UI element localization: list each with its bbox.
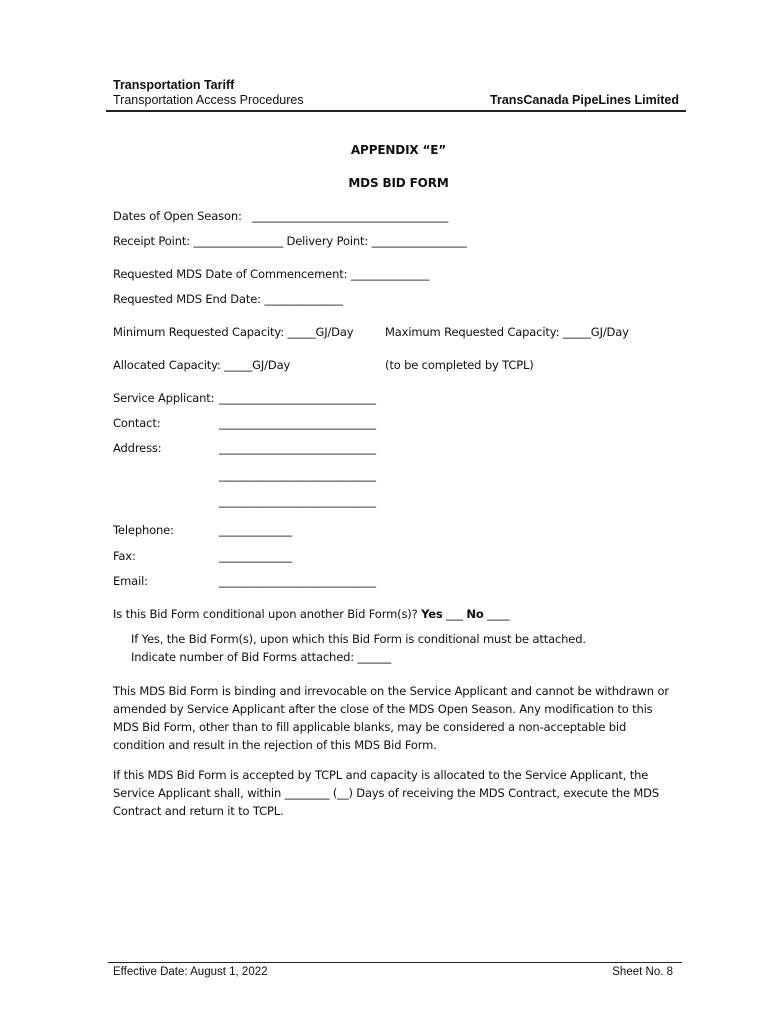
form-title: MDS BID FORM (348, 176, 449, 190)
service-applicant-blank[interactable]: ____________________________ (219, 391, 376, 405)
company-name: TransCanada PipeLines Limited (490, 93, 679, 107)
tcpl-note: (to be completed by TCPL) (385, 358, 534, 372)
effective-date: Effective Date: August 1, 2022 (113, 966, 268, 978)
max-capacity-field[interactable]: Maximum Requested Capacity: _____GJ/Day (385, 325, 629, 339)
telephone-label: Telephone: (113, 523, 174, 537)
fax-blank[interactable]: _____________ (219, 549, 292, 563)
header-rule (106, 110, 686, 112)
end-date-field[interactable]: Requested MDS End Date: ______________ (113, 292, 343, 306)
fax-label: Fax: (113, 549, 136, 563)
bid-forms-attached-field[interactable]: Indicate number of Bid Forms attached: ______ (131, 650, 392, 664)
tariff-title: Transportation Tariff (113, 78, 235, 92)
footer-rule (108, 962, 682, 963)
no-blank[interactable]: ____ (483, 607, 510, 621)
address-blank-3[interactable]: ____________________________ (219, 494, 376, 508)
service-applicant-label: Service Applicant: (113, 391, 215, 405)
address-blank-2[interactable]: ____________________________ (219, 468, 376, 482)
telephone-blank[interactable]: _____________ (219, 523, 292, 537)
commencement-date-field[interactable]: Requested MDS Date of Commencement: ______________ (113, 267, 430, 281)
contact-label: Contact: (113, 416, 161, 430)
yes-blank[interactable]: ___ (442, 607, 467, 621)
tariff-subtitle: Transportation Access Procedures (113, 93, 304, 107)
address-blank-1[interactable]: ____________________________ (219, 441, 376, 455)
contact-blank[interactable]: ____________________________ (219, 416, 376, 430)
conditional-question-text: Is this Bid Form conditional upon another Bid Form(s)? (113, 607, 422, 621)
yes-option: Yes (421, 607, 443, 621)
acceptance-paragraph: If this MDS Bid Form is accepted by TCPL and capacity is allocated to the Service Applicant, the Service Applicant shall, within ________ (__) Days of receiving the MDS Contract, execute the MDS Contract and return it to TCPL. (113, 768, 660, 818)
allocated-capacity-field[interactable]: Allocated Capacity: _____GJ/Day (113, 358, 291, 372)
email-label: Email: (113, 574, 148, 588)
conditional-question (113, 607, 510, 621)
no-option: No (466, 607, 484, 621)
address-label: Address: (113, 441, 162, 455)
email-blank[interactable]: ____________________________ (219, 574, 376, 588)
binding-paragraph: This MDS Bid Form is binding and irrevocable on the Service Applicant and cannot be withdrawn or amended by Service Applicant after the close of the MDS Open Season. Any modification to this MDS Bid Form, other than to fill applicable blanks, may be considered a non-acceptable bid condition and result in the rejection of this MDS Bid Form. (113, 684, 669, 752)
min-capacity-field[interactable]: Minimum Requested Capacity: _____GJ/Day (113, 325, 354, 339)
receipt-delivery-field[interactable]: Receipt Point: ________________ Delivery Point: _________________ (113, 234, 467, 248)
dates-open-season-field[interactable]: Dates of Open Season: ___________________________________ (113, 209, 449, 223)
appendix-heading: APPENDIX “E” (350, 143, 447, 157)
sheet-number: Sheet No. 8 (612, 966, 673, 978)
conditional-instruction: If Yes, the Bid Form(s), upon which this Bid Form is conditional must be attached. (131, 632, 586, 646)
